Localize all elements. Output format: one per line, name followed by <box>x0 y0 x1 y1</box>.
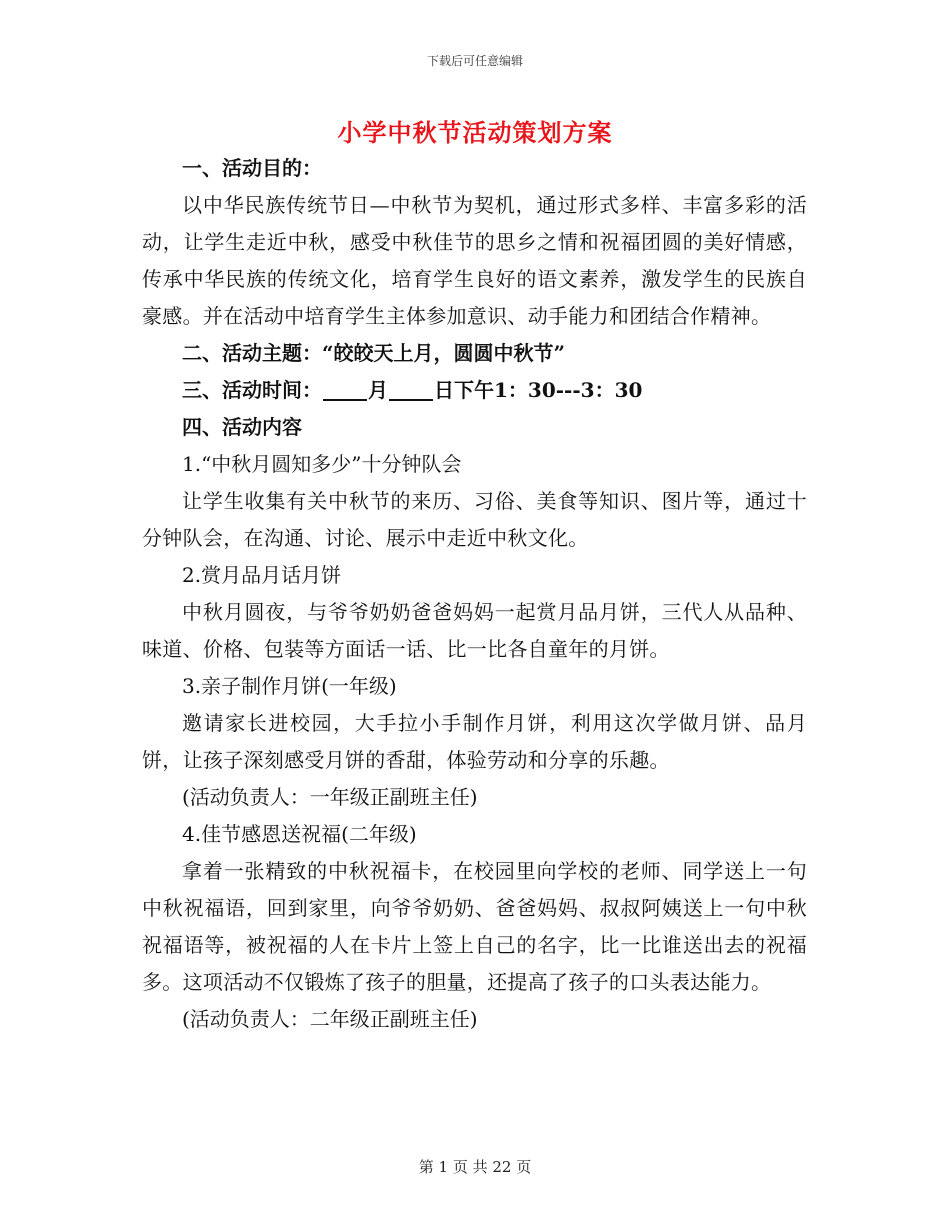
month-blank <box>323 377 367 401</box>
time-prefix: 三、活动时间： <box>182 378 322 402</box>
page-footer: 第 1 页 共 22 页 <box>418 1158 532 1176</box>
purpose-paragraph: 以中华民族传统节日—中秋节为契机，通过形式多样、丰富多彩的活动，让学生走近中秋，感受中秋佳节的思乡之情和祝福团圆的美好情感，传承中华民族的传统文化，培育学生良好的语文素养，激发学生的民族自豪感。并在活动中培育学生主体参加意识、动手能力和团结合作精神。 <box>142 193 807 328</box>
time-suffix: 日下午1：30---3：30 <box>434 378 643 402</box>
item2-body: 中秋月圆夜，与爷爷奶奶爸爸妈妈一起赏月品月饼，三代人从品种、味道、价格、包装等方面话一话、比一比各自童年的月饼。 <box>142 600 807 661</box>
document-body <box>142 150 807 1038</box>
item2-title: 2.赏月品月话月饼 <box>182 563 342 587</box>
section-heading-content: 四、活动内容 <box>182 415 302 439</box>
item4-note: (活动负责人：二年级正副班主任) <box>182 1007 478 1031</box>
item3-title: 3.亲子制作月饼(一年级) <box>182 674 397 698</box>
header-note: 下载后可任意编辑 <box>426 54 523 68</box>
section-heading-time <box>142 372 807 409</box>
section-heading-theme: 二、活动主题：“皎皎天上月，圆圆中秋节” <box>182 341 566 365</box>
day-blank <box>389 377 433 401</box>
document-title: 小学中秋节活动策划方案 <box>337 118 613 147</box>
time-month: 月 <box>368 378 388 402</box>
item4-body: 拿着一张精致的中秋祝福卡，在校园里向学校的老师、同学送上一句中秋祝福语，回到家里，向爷爷奶奶、爸爸妈妈、叔叔阿姨送上一句中秋祝福语等，被祝福的人在卡片上签上自己的名字，比一比谁送出去的祝福多。这项活动不仅锻炼了孩子的胆量，还提高了孩子的口头表达能力。 <box>142 859 807 994</box>
item1-body: 让学生收集有关中秋节的来历、习俗、美食等知识、图片等，通过十分钟队会，在沟通、讨论、展示中走近中秋文化。 <box>142 489 807 550</box>
section-heading-purpose: 一、活动目的： <box>182 156 322 180</box>
item3-note: (活动负责人：一年级正副班主任) <box>182 785 478 809</box>
item1-title: 1.“中秋月圆知多少”十分钟队会 <box>182 452 462 476</box>
item3-body: 邀请家长进校园，大手拉小手制作月饼，利用这次学做月饼、品月饼，让孩子深刻感受月饼的香甜，体验劳动和分享的乐趣。 <box>142 711 807 772</box>
item4-title: 4.佳节感恩送祝福(二年级) <box>182 822 417 846</box>
